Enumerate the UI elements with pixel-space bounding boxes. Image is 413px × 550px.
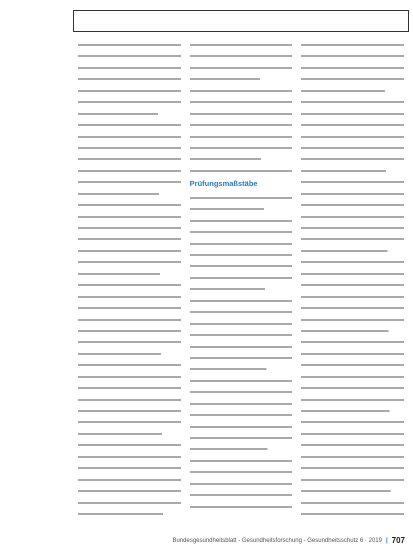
- text-line: [301, 509, 404, 518]
- text-line: [190, 387, 293, 396]
- text-line: [190, 74, 293, 83]
- text-line: [301, 97, 404, 106]
- text-line: [301, 406, 404, 415]
- text-line: [78, 372, 181, 381]
- journal-citation: Bundesgesundheitsblatt - Gesundheitsforschung - Gesundheitsschutz 6 · 2019: [172, 537, 382, 544]
- text-line: [301, 40, 404, 49]
- text-line: [78, 120, 181, 129]
- text-line: [301, 189, 404, 198]
- text-line: [78, 86, 181, 95]
- text-line: [190, 227, 293, 236]
- text-line: [190, 132, 293, 141]
- text-line: [301, 280, 404, 289]
- text-line: [78, 132, 181, 141]
- text-line: [78, 429, 181, 438]
- text-line: [301, 452, 404, 461]
- text-line: [301, 360, 404, 369]
- text-line: [78, 440, 181, 449]
- text-line: [301, 109, 404, 118]
- text-line: [301, 212, 404, 221]
- text-line: [78, 486, 181, 495]
- text-line: [78, 395, 181, 404]
- text-line: [301, 349, 404, 358]
- text-line: [78, 292, 181, 301]
- text-line: [190, 154, 293, 163]
- column-1: [78, 40, 181, 520]
- text-line: [78, 463, 181, 472]
- text-line: [190, 143, 293, 152]
- text-line: [190, 273, 293, 282]
- text-line: [190, 330, 293, 339]
- text-line: [301, 486, 404, 495]
- text-line: [78, 269, 181, 278]
- column-3: [301, 40, 404, 520]
- text-line: [78, 509, 181, 518]
- text-line: [190, 502, 293, 511]
- text-line: [78, 212, 181, 221]
- text-line: [190, 467, 293, 476]
- page-number: 707: [391, 536, 405, 545]
- text-line: [78, 337, 181, 346]
- text-line: [78, 498, 181, 507]
- page-footer: [172, 536, 405, 545]
- text-line: [190, 97, 293, 106]
- text-line: [301, 223, 404, 232]
- text-line: [78, 406, 181, 415]
- text-line: [190, 307, 293, 316]
- text-line: [190, 109, 293, 118]
- text-line: [190, 353, 293, 362]
- text-line: [190, 399, 293, 408]
- text-line: [301, 166, 404, 175]
- text-line: [78, 303, 181, 312]
- text-line: [301, 154, 404, 163]
- text-line: [190, 364, 293, 373]
- footer-separator: |: [385, 537, 388, 544]
- text-columns: [78, 40, 404, 520]
- text-line: [190, 433, 293, 442]
- text-line: [78, 417, 181, 426]
- text-line: [301, 463, 404, 472]
- text-line: [78, 234, 181, 243]
- text-line: [190, 193, 293, 202]
- text-line: [301, 74, 404, 83]
- text-line: [190, 376, 293, 385]
- text-line: [190, 422, 293, 431]
- text-line: [301, 315, 404, 324]
- text-line: [301, 234, 404, 243]
- text-line: [190, 342, 293, 351]
- text-line: [78, 452, 181, 461]
- text-line: [301, 498, 404, 507]
- text-line: [190, 216, 293, 225]
- text-line: [301, 177, 404, 186]
- text-line: [78, 51, 181, 60]
- text-line: [301, 417, 404, 426]
- text-line: [190, 239, 293, 248]
- text-line: [190, 296, 293, 305]
- text-line: [190, 261, 293, 270]
- text-line: [301, 200, 404, 209]
- text-line: [78, 246, 181, 255]
- header-box: [73, 10, 409, 32]
- text-line: [190, 40, 293, 49]
- text-line: [78, 177, 181, 186]
- text-line: [301, 372, 404, 381]
- text-line: [301, 303, 404, 312]
- text-line: [301, 143, 404, 152]
- column-2: [190, 40, 293, 520]
- text-line: [190, 51, 293, 60]
- text-line: [301, 292, 404, 301]
- text-line: [78, 360, 181, 369]
- text-line: [78, 475, 181, 484]
- text-line: [301, 51, 404, 60]
- text-line: [190, 479, 293, 488]
- text-line: [301, 132, 404, 141]
- text-line: [190, 410, 293, 419]
- text-line: [78, 223, 181, 232]
- text-line: [301, 269, 404, 278]
- text-line: [301, 440, 404, 449]
- text-line: [301, 383, 404, 392]
- text-line: [78, 189, 181, 198]
- text-line: [301, 337, 404, 346]
- text-line: [190, 319, 293, 328]
- text-line: [190, 456, 293, 465]
- text-line: [301, 475, 404, 484]
- text-line: [301, 86, 404, 95]
- text-line: [78, 166, 181, 175]
- text-line: [190, 490, 293, 499]
- section-heading: Prüfungsmaßstäbe: [189, 178, 258, 188]
- text-line: [78, 109, 181, 118]
- text-line: [190, 444, 293, 453]
- text-line: [78, 383, 181, 392]
- text-line: [301, 326, 404, 335]
- text-line: [78, 63, 181, 72]
- text-line: [190, 63, 293, 72]
- text-line: [78, 326, 181, 335]
- text-line: [190, 284, 293, 293]
- text-line: [190, 204, 293, 213]
- text-line: [78, 349, 181, 358]
- text-line: [78, 74, 181, 83]
- text-line: [78, 143, 181, 152]
- text-line: [190, 86, 293, 95]
- text-line: [78, 40, 181, 49]
- text-line: [190, 120, 293, 129]
- text-line: [78, 257, 181, 266]
- text-line: [301, 63, 404, 72]
- text-line: [190, 250, 293, 259]
- text-line: [301, 246, 404, 255]
- text-line: [78, 280, 181, 289]
- text-line: [301, 395, 404, 404]
- text-line: [301, 257, 404, 266]
- text-line: [190, 166, 293, 175]
- text-line: [78, 200, 181, 209]
- text-line: [78, 315, 181, 324]
- text-line: [78, 97, 181, 106]
- text-line: [78, 154, 181, 163]
- text-line: [301, 120, 404, 129]
- text-line: [301, 429, 404, 438]
